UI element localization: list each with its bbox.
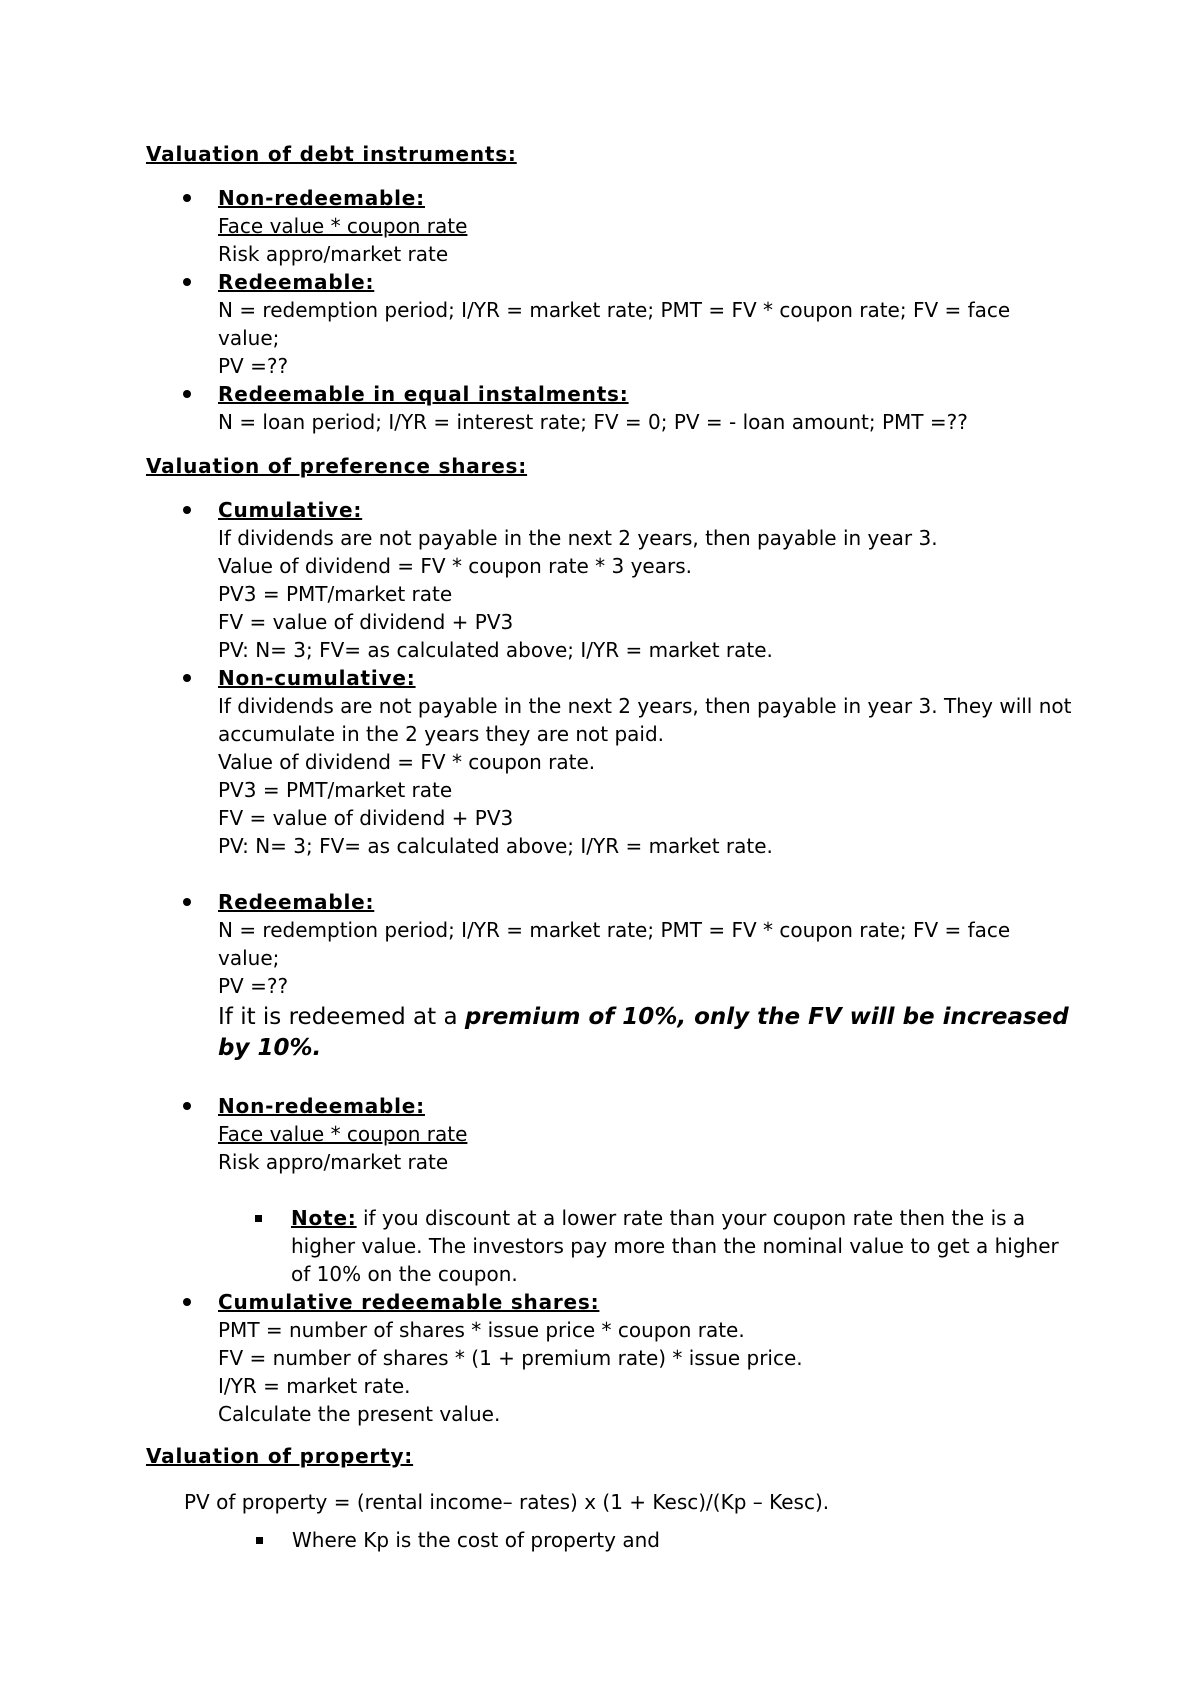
note-item <box>145 1204 1076 1288</box>
item-line: N = loan period; I/YR = interest rate; FV = 0; PV = - loan amount; PMT =?? <box>218 410 968 434</box>
item-line: Face value * coupon rate <box>218 1122 468 1146</box>
bullet-icon <box>183 1102 191 1110</box>
heading-preference-shares: Valuation of preference shares: <box>146 454 528 478</box>
property-formula: PV of property = (rental income– rates) x (1 + Kesc)/(Kp – Kesc). <box>184 1490 830 1514</box>
item-line: PV: N= 3; FV= as calculated above; I/YR = market rate. <box>218 638 773 662</box>
preference-list <box>146 496 1076 1428</box>
item-title: Redeemable: <box>218 270 375 294</box>
note-text: if you discount at a lower rate than your coupon rate then the is a higher value. The investors pay more than the nominal value to get a higher of 10% on the coupon. <box>291 1206 1059 1286</box>
list-item <box>146 888 1076 1092</box>
item-title: Redeemable: <box>218 890 375 914</box>
list-item <box>146 1092 1076 1288</box>
item-line: Face value * coupon rate <box>218 214 468 238</box>
emphasis-italic: premium of 10%, only the FV will be increased by 10%. <box>218 1004 1069 1061</box>
list-item <box>146 664 1076 888</box>
item-line: If dividends are not payable in the next 2 years, then payable in year 3. <box>218 526 938 550</box>
bullet-icon <box>183 1298 191 1306</box>
item-line: Value of dividend = FV * coupon rate. <box>218 750 596 774</box>
square-bullet-icon <box>256 1537 263 1544</box>
item-line: Value of dividend = FV * coupon rate * 3 years. <box>218 554 692 578</box>
item-line: PV3 = PMT/market rate <box>218 778 453 802</box>
item-line: FV = number of shares * (1 + premium rate) * issue price. <box>218 1346 803 1370</box>
item-title: Redeemable in equal instalments: <box>218 382 629 406</box>
item-line: N = redemption period; I/YR = market rate; PMT = FV * coupon rate; FV = face value; <box>218 918 1011 970</box>
emphasis-plain: If it is redeemed at a <box>218 1004 465 1030</box>
item-line: Calculate the present value. <box>218 1402 501 1426</box>
list-item <box>146 380 1076 436</box>
bullet-icon <box>183 390 191 398</box>
document-page <box>146 140 1076 1554</box>
bullet-icon <box>183 674 191 682</box>
debt-list <box>146 184 1076 436</box>
bullet-icon <box>183 506 191 514</box>
item-line: FV = value of dividend + PV3 <box>218 806 514 830</box>
property-bullet <box>146 1526 1076 1554</box>
list-item <box>146 184 1076 268</box>
item-title: Non-redeemable: <box>218 1094 425 1118</box>
bullet-icon <box>183 278 191 286</box>
property-bullet-text: Where Kp is the cost of property and <box>292 1528 660 1552</box>
item-line: PV3 = PMT/market rate <box>218 582 453 606</box>
bullet-icon <box>183 898 191 906</box>
item-line: PV =?? <box>218 974 289 998</box>
heading-property: Valuation of property: <box>146 1444 414 1468</box>
list-item <box>146 1288 1076 1428</box>
item-line: PV: N= 3; FV= as calculated above; I/YR = market rate. <box>218 834 773 858</box>
note-label: Note: <box>291 1206 357 1230</box>
item-title: Non-redeemable: <box>218 186 425 210</box>
item-line: Risk appro/market rate <box>218 242 449 266</box>
item-line: Risk appro/market rate <box>218 1150 449 1174</box>
item-line: PMT = number of shares * issue price * coupon rate. <box>218 1318 745 1342</box>
item-line: N = redemption period; I/YR = market rate; PMT = FV * coupon rate; FV = face value; <box>218 298 1011 350</box>
item-line: FV = value of dividend + PV3 <box>218 610 514 634</box>
list-item <box>146 268 1076 380</box>
bullet-icon <box>183 194 191 202</box>
item-line: PV =?? <box>218 354 289 378</box>
item-title: Cumulative: <box>218 498 363 522</box>
item-title: Non-cumulative: <box>218 666 416 690</box>
premium-emphasis <box>218 1002 1076 1064</box>
list-item <box>146 496 1076 664</box>
item-line: If dividends are not payable in the next 2 years, then payable in year 3. They will not accumulate in the 2 years they are not paid. <box>218 694 1072 746</box>
item-line: I/YR = market rate. <box>218 1374 411 1398</box>
item-title: Cumulative redeemable shares: <box>218 1290 600 1314</box>
heading-debt-instruments: Valuation of debt instruments: <box>146 142 517 166</box>
square-bullet-icon <box>255 1215 262 1222</box>
